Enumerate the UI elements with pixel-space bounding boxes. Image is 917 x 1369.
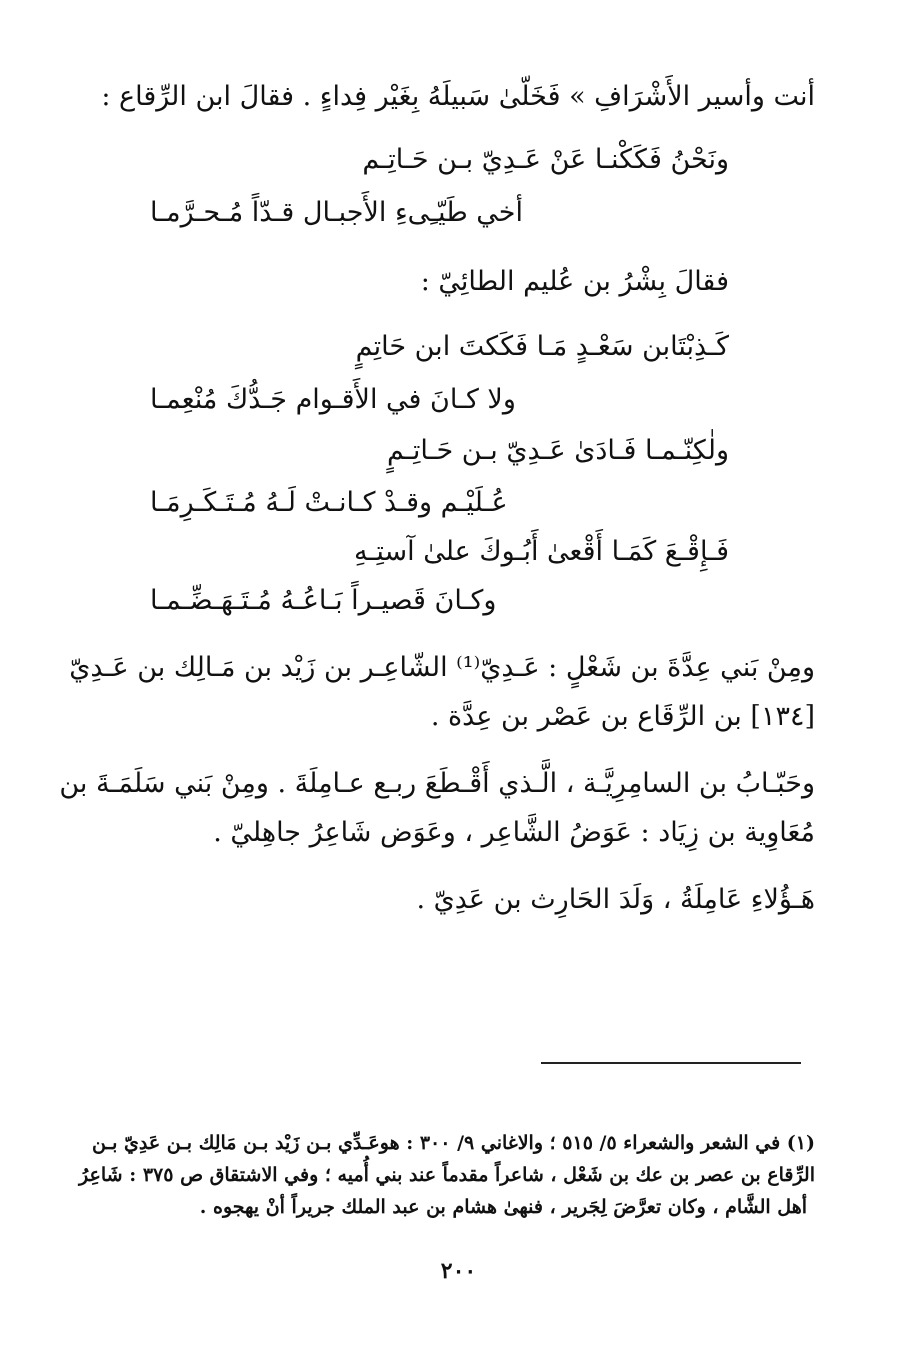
footnote-line-3: أهل الشَّام ، وكان تعرَّضَ لِجَرير ، فنهىٰ هشام بن عبد الملك جريراً أنْ يهجوه . <box>199 1196 807 1218</box>
page-number: ٢٠٠ <box>440 1258 477 1284</box>
verse-3-hemistich-b: عُـلَيْـم وقـدْ كـانـتْ لَـهُ مُـتَـكَـرِمَـا <box>150 487 508 518</box>
verse-4-hemistich-a: فَـإِقْـعَ كَمَـا أَقْعىٰ أَبُـوكَ علىٰ آستِـهِ <box>353 536 729 567</box>
footnote-line-1: (١) في الشعر والشعراء ٥/ ٥١٥ ؛ والاغاني ٩/ ٣٠٠ : هوعَـدِّي بـن زَيْد بـن مَالِك بـن عَدِيّ بـن <box>92 1132 815 1154</box>
verse-1-hemistich-a: ونَحْنُ فَكَكْنـا عَنْ عَـدِيّ بـن حَـاتِـم <box>362 144 729 175</box>
verse-2-hemistich-b: ولا كـانَ في الأَقـوام جَـدُّكَ مُنْعِمـا <box>150 384 516 415</box>
adi-paragraph-line-2: [١٣٤] بن الرِّقَاع بن عَصْر بن عِدَّة . <box>430 701 815 732</box>
habbab-paragraph-line-1: وحَبّـابُ بن السامِرِيَّـة ، الَّـذي أَقْـطَعَ ربـع عـامِلَةَ . ومِنْ بَني سَلَمَـةَ بن <box>59 768 815 799</box>
adi-paragraph-line-1: ومِنْ بَني عِدَّةَ بن شَعْلٍ : عَـدِيّ⁽¹⁾ الشّاعِـر بن زَيْد بن مَـالِك بن عَـدِيّ <box>69 652 815 683</box>
bishr-intro-line: فقالَ بِشْرُ بن عُليم الطائِيّ : <box>420 266 729 297</box>
verse-3-hemistich-a: ولٰكِنّـمـا فَـادَىٰ عَـدِيّ بـن حَـاتِـمٍ <box>386 435 729 466</box>
closing-line: هَـؤُلاءِ عَامِلَةُ ، وَلَدَ الحَارِث بن عَدِيّ . <box>416 884 815 915</box>
verse-2-hemistich-a: كَـذِبْتَابن سَعْـدٍ مَـا فَكَكتَ ابن حَاتِمٍ <box>355 331 729 362</box>
footnote-line-2: الرِّقاع بن عصر بن عك بن شَعْل ، شاعراً مقدماً عند بني أُميه ؛ وفي الاشتقاق ص ٣٧٥ : شَاعِرُ <box>79 1164 815 1186</box>
verse-1-hemistich-b: أخي طَيّـِىءِ الأَجبـال قـدّاً مُـحـرَّمـا <box>150 197 523 228</box>
intro-line: أنت وأسير الأَشْرَافِ » فَخَلّىٰ سَبيلَهُ بِغَيْر فِداءٍ . فقالَ ابن الرِّقاع : <box>101 81 815 112</box>
verse-4-hemistich-b: وكـانَ قَصيـراً بَـاعُـهُ مُـتَـهَـضِّـمـا <box>150 585 497 616</box>
footnote-separator <box>541 1062 801 1064</box>
habbab-paragraph-line-2: مُعَاوِية بن زِيَاد : عَوَضُ الشَّاعِر ، وعَوَض شَاعِرُ جاهِليّ . <box>213 817 815 848</box>
